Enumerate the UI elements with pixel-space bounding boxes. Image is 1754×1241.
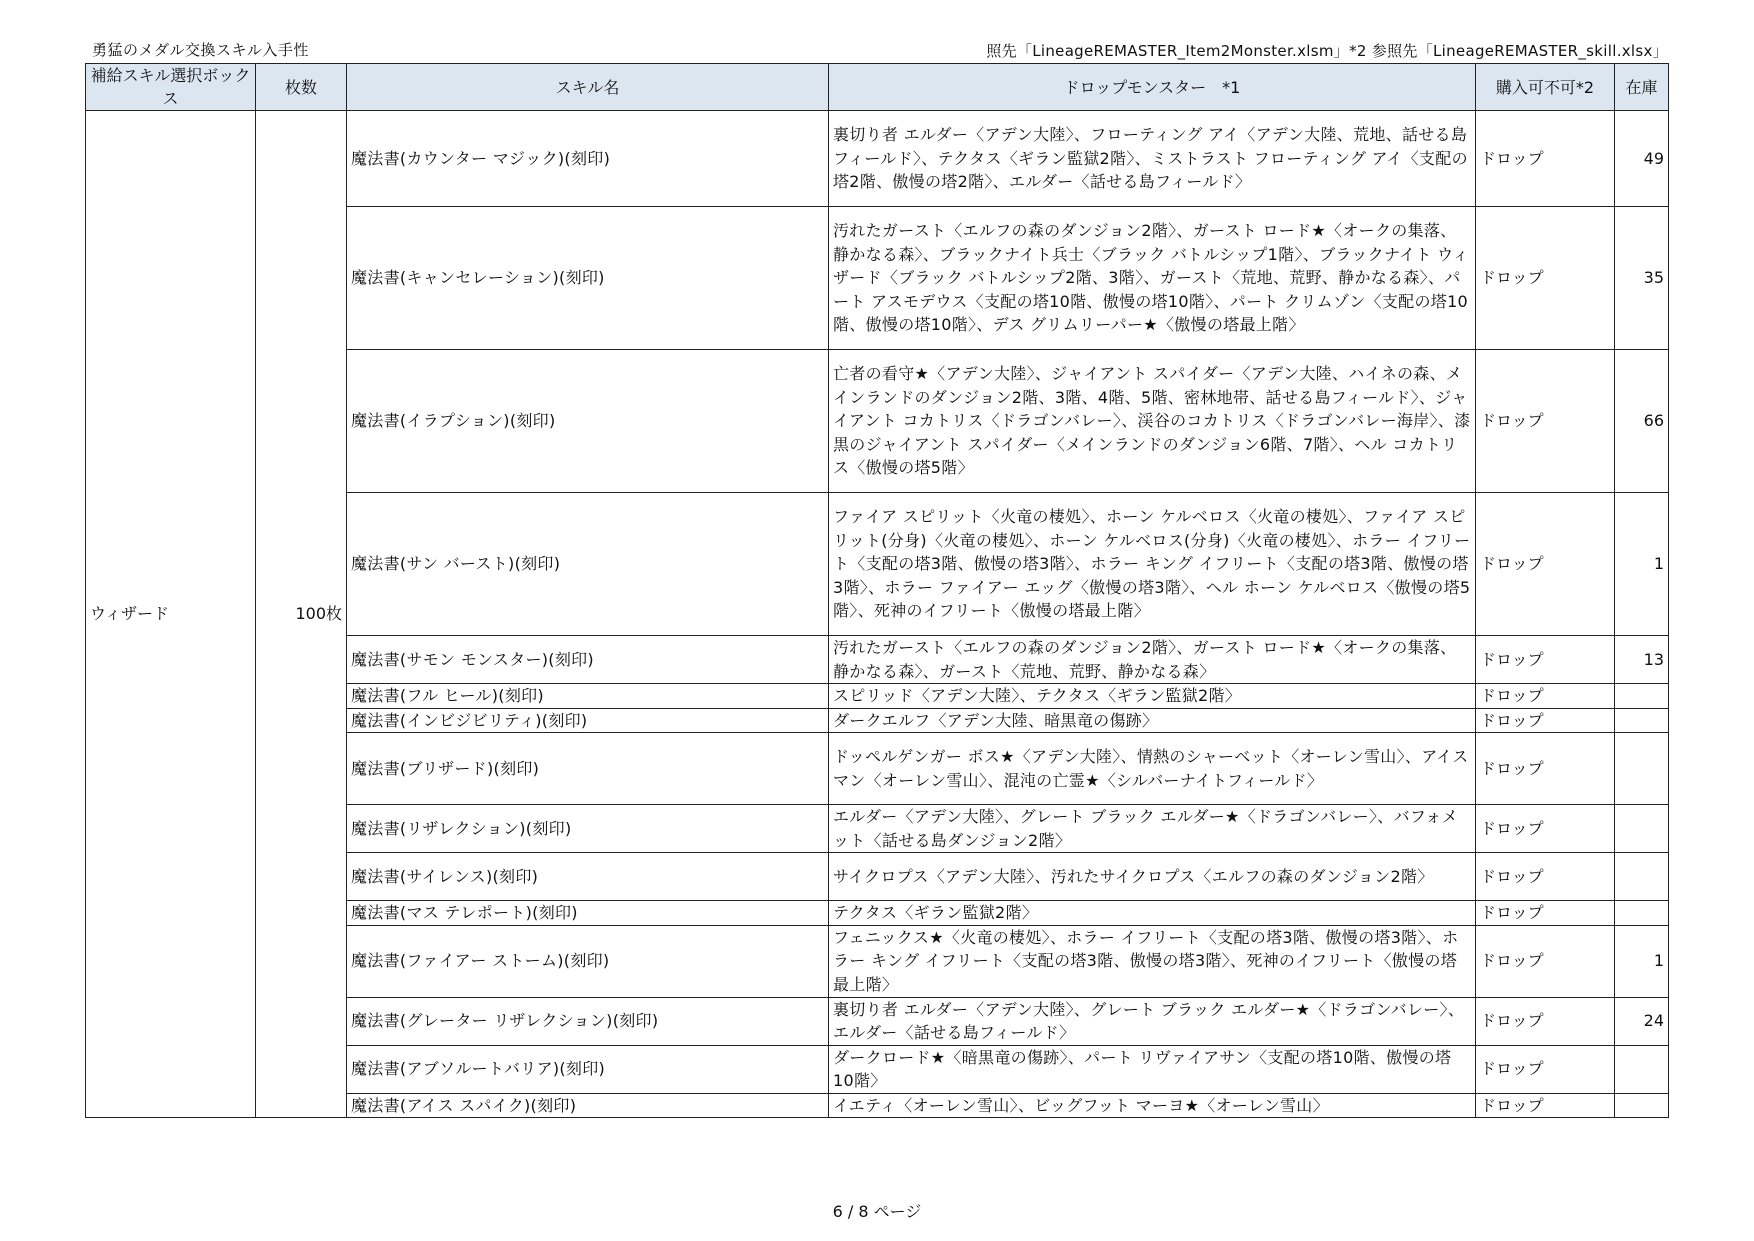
skill-name-cell: 魔法書(サイレンス)(刻印) [347,853,829,901]
skill-name-cell: 魔法書(サモン モンスター)(刻印) [347,636,829,684]
buy-status-cell: ドロップ [1476,733,1615,805]
col-header-box: 補給スキル選択ボックス [86,64,256,111]
table-header-row [86,64,1669,111]
col-header-stock: 在庫 [1615,64,1669,111]
stock-cell [1615,853,1669,901]
skill-name-cell: 魔法書(イラプション)(刻印) [347,350,829,493]
drop-monsters-cell: 裏切り者 エルダー〈アデン大陸〉、フローティング アイ〈アデン大陸、荒地、話せる島フィールド〉、テクタス〈ギラン監獄2階〉、ミストラスト フローティング アイ〈支配の塔2階、傲慢の塔2階〉、エルダー〈話せる島フィールド〉 [829,111,1476,207]
drop-monsters-cell: エルダー〈アデン大陸〉、グレート ブラック エルダー★〈ドラゴンバレー〉、バフォメット〈話せる島ダンジョン2階〉 [829,805,1476,853]
stock-cell: 13 [1615,636,1669,684]
skill-name-cell: 魔法書(アブソルートバリア)(刻印) [347,1045,829,1093]
buy-status-cell: ドロップ [1476,805,1615,853]
stock-cell [1615,901,1669,926]
skill-name-cell: 魔法書(カウンター マジック)(刻印) [347,111,829,207]
drop-monsters-cell: ファイア スピリット〈火竜の棲処〉、ホーン ケルベロス〈火竜の棲処〉、ファイア スピリット(分身)〈火竜の棲処〉、ホーン ケルベロス(分身)〈火竜の棲処〉、ホラー イフリート〈支配の塔3階、傲慢の塔3階〉、ホラー キング イフリート〈支配の塔3階、傲慢の塔3階〉、ホラー ファイアー エッグ〈傲慢の塔3階〉、ヘル ホーン ケルベロス〈傲慢の塔5階〉、死神のイフリート〈傲慢の塔最上階〉 [829,493,1476,636]
stock-cell [1615,708,1669,733]
stock-cell [1615,1093,1669,1118]
buy-status-cell: ドロップ [1476,853,1615,901]
table-row [86,111,1669,207]
drop-monsters-cell: 汚れたガースト〈エルフの森のダンジョン2階〉、ガースト ロード★〈オークの集落、静かなる森〉、ガースト〈荒地、荒野、静かなる森〉 [829,636,1476,684]
buy-status-cell: ドロップ [1476,493,1615,636]
buy-status-cell: ドロップ [1476,997,1615,1045]
buy-status-cell: ドロップ [1476,111,1615,207]
drop-monsters-cell: テクタス〈ギラン監獄2階〉 [829,901,1476,926]
buy-status-cell: ドロップ [1476,1093,1615,1118]
stock-cell: 24 [1615,997,1669,1045]
col-header-drops: ドロップモンスター *1 [829,64,1476,111]
skill-name-cell: 魔法書(グレーター リザレクション)(刻印) [347,997,829,1045]
skill-name-cell: 魔法書(サン バースト)(刻印) [347,493,829,636]
skill-table [85,63,1669,1118]
count-cell: 100枚 [256,111,347,1118]
stock-cell: 1 [1615,493,1669,636]
skill-name-cell: 魔法書(ブリザード)(刻印) [347,733,829,805]
stock-cell: 66 [1615,350,1669,493]
stock-cell [1615,684,1669,709]
skill-name-cell: 魔法書(キャンセレーション)(刻印) [347,207,829,350]
stock-cell: 49 [1615,111,1669,207]
document-title: 勇猛のメダル交換スキル入手性 [92,41,309,59]
drop-monsters-cell: ドッペルゲンガー ボス★〈アデン大陸〉、情熱のシャーベット〈オーレン雪山〉、アイスマン〈オーレン雪山〉、混沌の亡霊★〈シルバーナイトフィールド〉 [829,733,1476,805]
drop-monsters-cell: ダークエルフ〈アデン大陸、暗黒竜の傷跡〉 [829,708,1476,733]
drop-monsters-cell: スピリッド〈アデン大陸〉、テクタス〈ギラン監獄2階〉 [829,684,1476,709]
skill-name-cell: 魔法書(マス テレポート)(刻印) [347,901,829,926]
skill-name-cell: 魔法書(フル ヒール)(刻印) [347,684,829,709]
drop-monsters-cell: ダークロード★〈暗黒竜の傷跡〉、パート リヴァイアサン〈支配の塔10階、傲慢の塔10階〉 [829,1045,1476,1093]
drop-monsters-cell: サイクロプス〈アデン大陸〉、汚れたサイクロプス〈エルフの森のダンジョン2階〉 [829,853,1476,901]
skill-name-cell: 魔法書(ファイアー ストーム)(刻印) [347,925,829,997]
skill-name-cell: 魔法書(アイス スパイク)(刻印) [347,1093,829,1118]
buy-status-cell: ドロップ [1476,684,1615,709]
buy-status-cell: ドロップ [1476,350,1615,493]
buy-status-cell: ドロップ [1476,708,1615,733]
buy-status-cell: ドロップ [1476,1045,1615,1093]
stock-cell: 1 [1615,925,1669,997]
reference-note: 照先「LineageREMASTER_Item2Monster.xlsm」*2 参照先「LineageREMASTER_skill.xlsx」 [986,42,1668,60]
skill-name-cell: 魔法書(リザレクション)(刻印) [347,805,829,853]
page-number: 6 / 8 ページ [832,1202,922,1221]
stock-cell [1615,1045,1669,1093]
drop-monsters-cell: 汚れたガースト〈エルフの森のダンジョン2階〉、ガースト ロード★〈オークの集落、静かなる森〉、ブラックナイト兵士〈ブラック バトルシップ1階〉、ブラックナイト ウィザード〈ブラック バトルシップ2階、3階〉、ガースト〈荒地、荒野、静かなる森〉、パート アスモデウス〈支配の塔10階、傲慢の塔10階〉、パート クリムゾン〈支配の塔10階、傲慢の塔10階〉、デス グリムリーパー★〈傲慢の塔最上階〉 [829,207,1476,350]
drop-monsters-cell: イエティ〈オーレン雪山〉、ビッグフット マーヨ★〈オーレン雪山〉 [829,1093,1476,1118]
buy-status-cell: ドロップ [1476,636,1615,684]
col-header-count: 枚数 [256,64,347,111]
box-cell: ウィザード [86,111,256,1118]
stock-cell [1615,805,1669,853]
buy-status-cell: ドロップ [1476,207,1615,350]
skill-name-cell: 魔法書(インビジビリティ)(刻印) [347,708,829,733]
col-header-skill: スキル名 [347,64,829,111]
buy-status-cell: ドロップ [1476,925,1615,997]
stock-cell [1615,733,1669,805]
stock-cell: 35 [1615,207,1669,350]
drop-monsters-cell: 亡者の看守★〈アデン大陸〉、ジャイアント スパイダー〈アデン大陸、ハイネの森、メインランドのダンジョン2階、3階、4階、5階、密林地帯、話せる島フィールド〉、ジャイアント コカトリス〈ドラゴンバレー〉、渓谷のコカトリス〈ドラゴンバレー海岸〉、漆黒のジャイアント スパイダー〈メインランドのダンジョン6階、7階〉、ヘル コカトリス〈傲慢の塔5階〉 [829,350,1476,493]
drop-monsters-cell: フェニックス★〈火竜の棲処〉、ホラー イフリート〈支配の塔3階、傲慢の塔3階〉、ホラー キング イフリート〈支配の塔3階、傲慢の塔3階〉、死神のイフリート〈傲慢の塔最上階〉 [829,925,1476,997]
drop-monsters-cell: 裏切り者 エルダー〈アデン大陸〉、グレート ブラック エルダー★〈ドラゴンバレー〉、エルダー〈話せる島フィールド〉 [829,997,1476,1045]
col-header-buy: 購入可不可*2 [1476,64,1615,111]
buy-status-cell: ドロップ [1476,901,1615,926]
